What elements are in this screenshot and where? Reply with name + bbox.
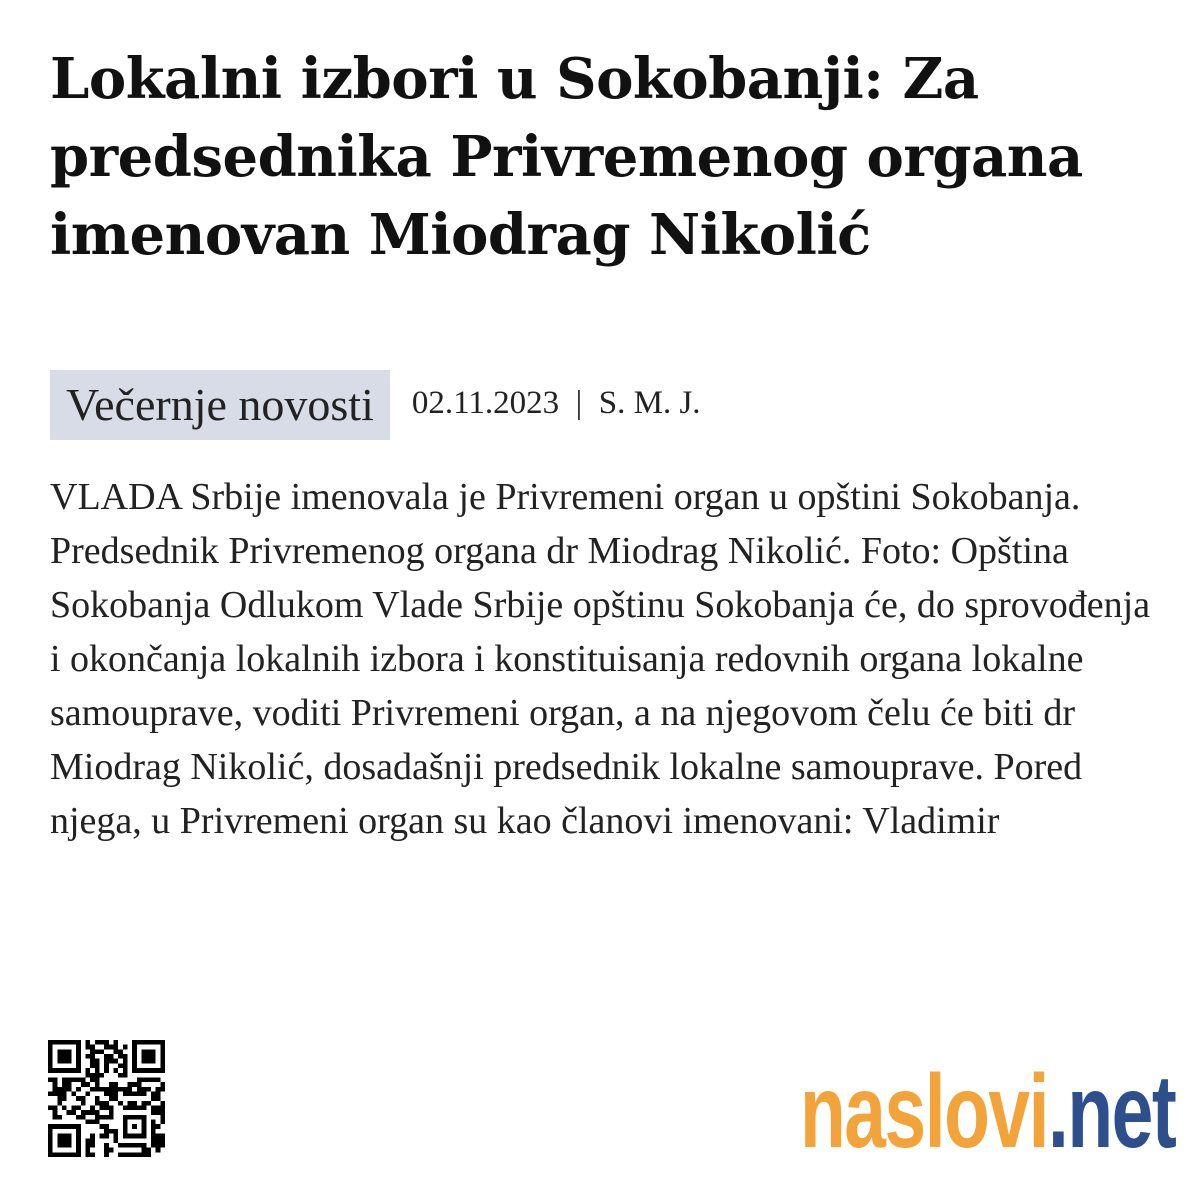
article-body xyxy=(50,470,1170,1015)
article-meta xyxy=(50,370,701,440)
author-name: S. M. J. xyxy=(598,385,701,421)
article-headline: Lokalni izbori u Sokobanji: Za predsednika Privremenog organa imenovan Miodrag Nikolić xyxy=(50,46,1083,268)
meta-separator: | xyxy=(575,385,583,421)
naslovi-logo[interactable] xyxy=(800,1054,1176,1170)
text-fade-overlay xyxy=(50,845,1170,1015)
meta-info xyxy=(412,370,701,436)
publish-date: 02.11.2023 xyxy=(411,385,560,421)
logo-text-naslovi: naslovi xyxy=(800,1054,1048,1170)
source-badge[interactable]: Večernje novosti xyxy=(50,370,390,440)
article-body-text: VLADA Srbije imenovala je Privremeni organ u opštini Sokobanja. Predsednik Privremenog organa dr Miodrag Nikolić. Foto: Opština Sokobanja Odlukom Vlade Srbije opštinu Sokobanja će, do sprovođenja i okončanja lokalnih izbora i konstituisanja redovnih organa lokalne samouprave, voditi Privremeni organ, a na njegovom čelu će biti dr Miodrag Nikolić, dosadašnji predsednik lokalne samouprave. Pored njega, u Privremeni organ su kao članovi imenovani: Vladimir xyxy=(50,476,1151,842)
logo-text-net: .net xyxy=(1047,1054,1176,1170)
qr-code-icon[interactable] xyxy=(48,1040,165,1157)
